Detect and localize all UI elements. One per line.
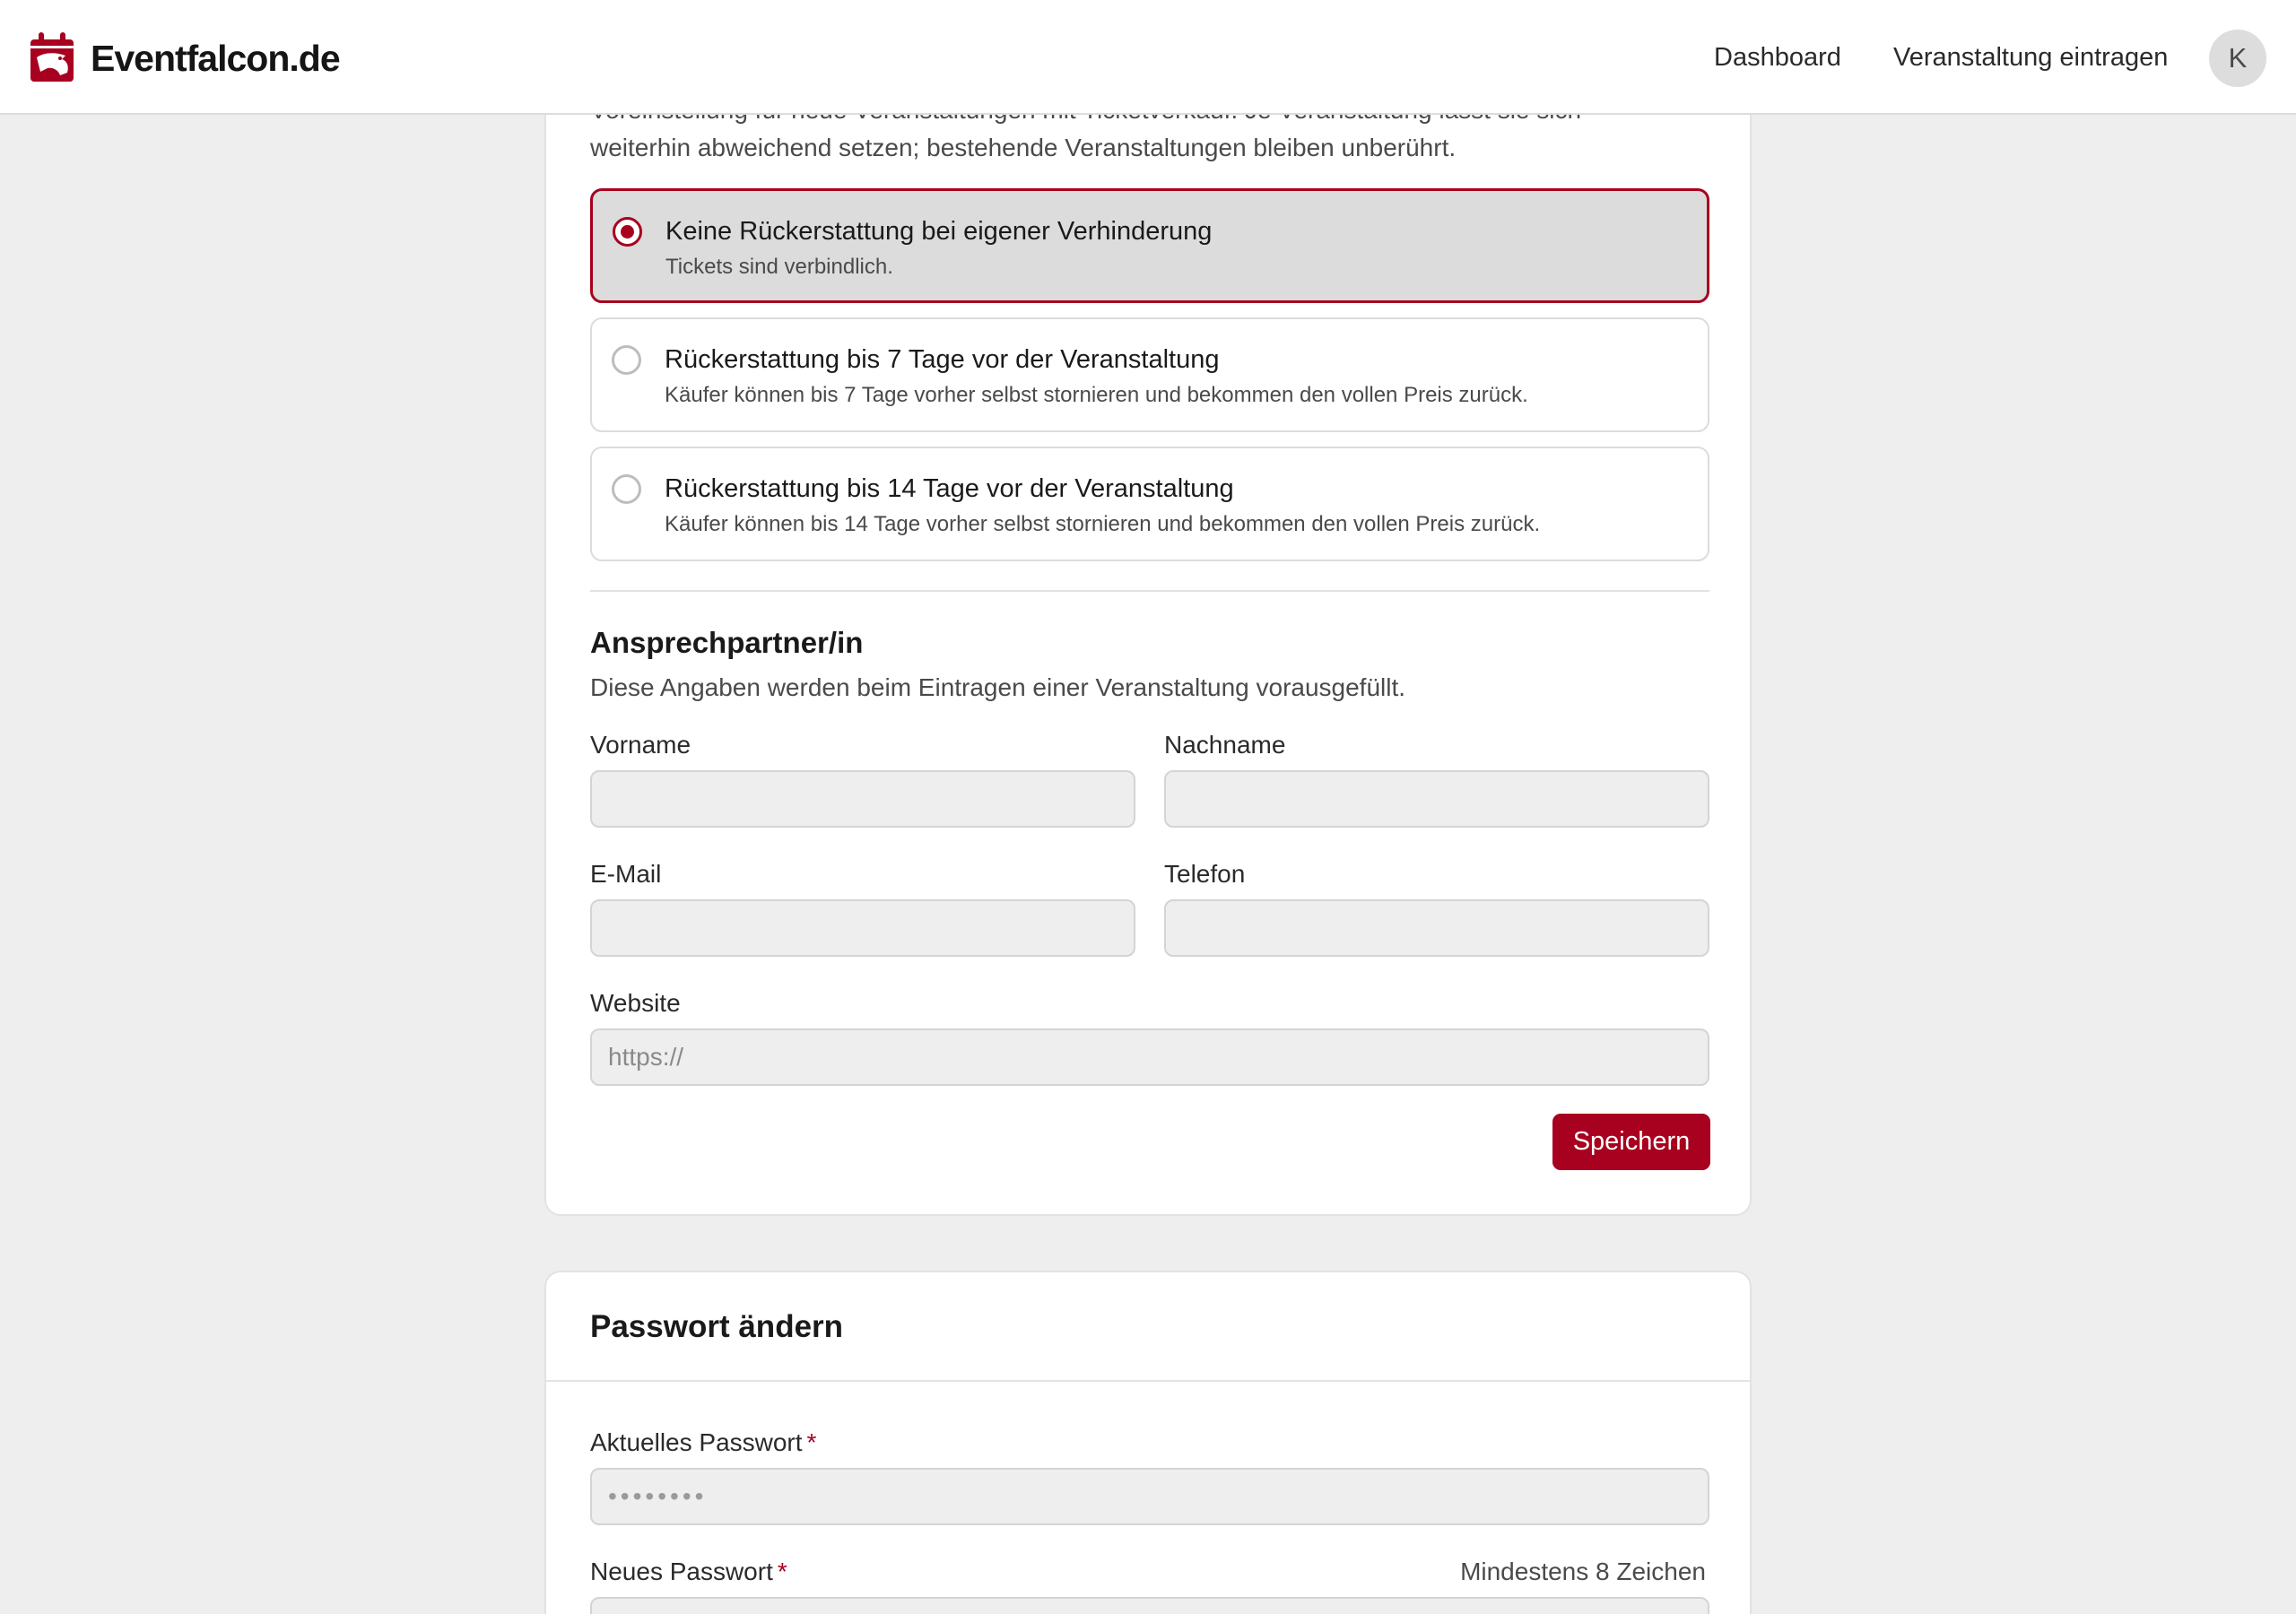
calendar-falcon-icon[interactable]	[28, 30, 76, 84]
last-name-input[interactable]	[1164, 770, 1709, 828]
user-avatar[interactable]: K	[2209, 30, 2266, 87]
refund-intro-line-2: weiterhin abweichend setzen; bestehende Veranstaltungen bleiben unberührt.	[590, 134, 1457, 161]
current-password-input[interactable]	[590, 1468, 1709, 1525]
brand-name[interactable]: Eventfalcon.de	[91, 38, 340, 79]
new-password-hint: Mindestens 8 Zeichen	[1460, 1558, 1706, 1585]
nav-add-event-link[interactable]: Veranstaltung eintragen	[1893, 43, 2169, 72]
current-password-label-text: Aktuelles Passwort	[590, 1428, 803, 1456]
email-input[interactable]	[590, 899, 1135, 957]
first-name-label: Vorname	[590, 731, 691, 759]
website-input[interactable]	[590, 1028, 1709, 1086]
settings-card	[544, 36, 1752, 1216]
email-label: E-Mail	[590, 860, 662, 888]
password-card-header	[546, 1272, 1750, 1382]
refund-option-14-days[interactable]	[590, 447, 1709, 561]
new-password-label-text: Neues Passwort	[590, 1558, 773, 1585]
new-password-label	[590, 1554, 787, 1590]
password-card	[544, 1271, 1752, 1614]
nav-dashboard-link[interactable]: Dashboard	[1714, 43, 1841, 72]
password-section-title: Passwort ändern	[590, 1309, 844, 1344]
section-divider	[590, 590, 1709, 592]
new-password-input[interactable]	[590, 1597, 1709, 1614]
radio-unselected-icon[interactable]	[612, 474, 641, 504]
refund-option-title: Rückerstattung bis 7 Tage vor der Veranstaltung	[665, 345, 1220, 374]
save-button[interactable]: Speichern	[1552, 1114, 1710, 1170]
top-header	[0, 0, 2296, 115]
phone-label: Telefon	[1164, 860, 1246, 888]
refund-option-none[interactable]	[590, 188, 1709, 303]
last-name-label: Nachname	[1164, 731, 1286, 759]
refund-option-title: Rückerstattung bis 14 Tage vor der Veranstaltung	[665, 474, 1234, 503]
refund-option-desc: Käufer können bis 7 Tage vorher selbst stornieren und bekommen den vollen Preis zurück.	[665, 383, 1528, 407]
first-name-input[interactable]	[590, 770, 1135, 828]
refund-option-desc: Tickets sind verbindlich.	[665, 255, 893, 279]
required-marker: *	[806, 1428, 817, 1456]
refund-option-7-days[interactable]	[590, 317, 1709, 432]
contact-section-title: Ansprechpartner/in	[590, 626, 864, 659]
required-marker: *	[777, 1558, 787, 1585]
refund-option-desc: Käufer können bis 14 Tage vorher selbst stornieren und bekommen den vollen Preis zurück.	[665, 512, 1541, 536]
radio-selected-icon[interactable]	[613, 217, 642, 247]
website-label: Website	[590, 989, 681, 1017]
phone-input[interactable]	[1164, 899, 1709, 957]
current-password-label	[590, 1425, 816, 1461]
radio-unselected-icon[interactable]	[612, 345, 641, 375]
refund-option-title: Keine Rückerstattung bei eigener Verhinderung	[665, 217, 1213, 246]
contact-section-desc: Diese Angaben werden beim Eintragen einer Veranstaltung vorausgefüllt.	[590, 673, 1406, 701]
